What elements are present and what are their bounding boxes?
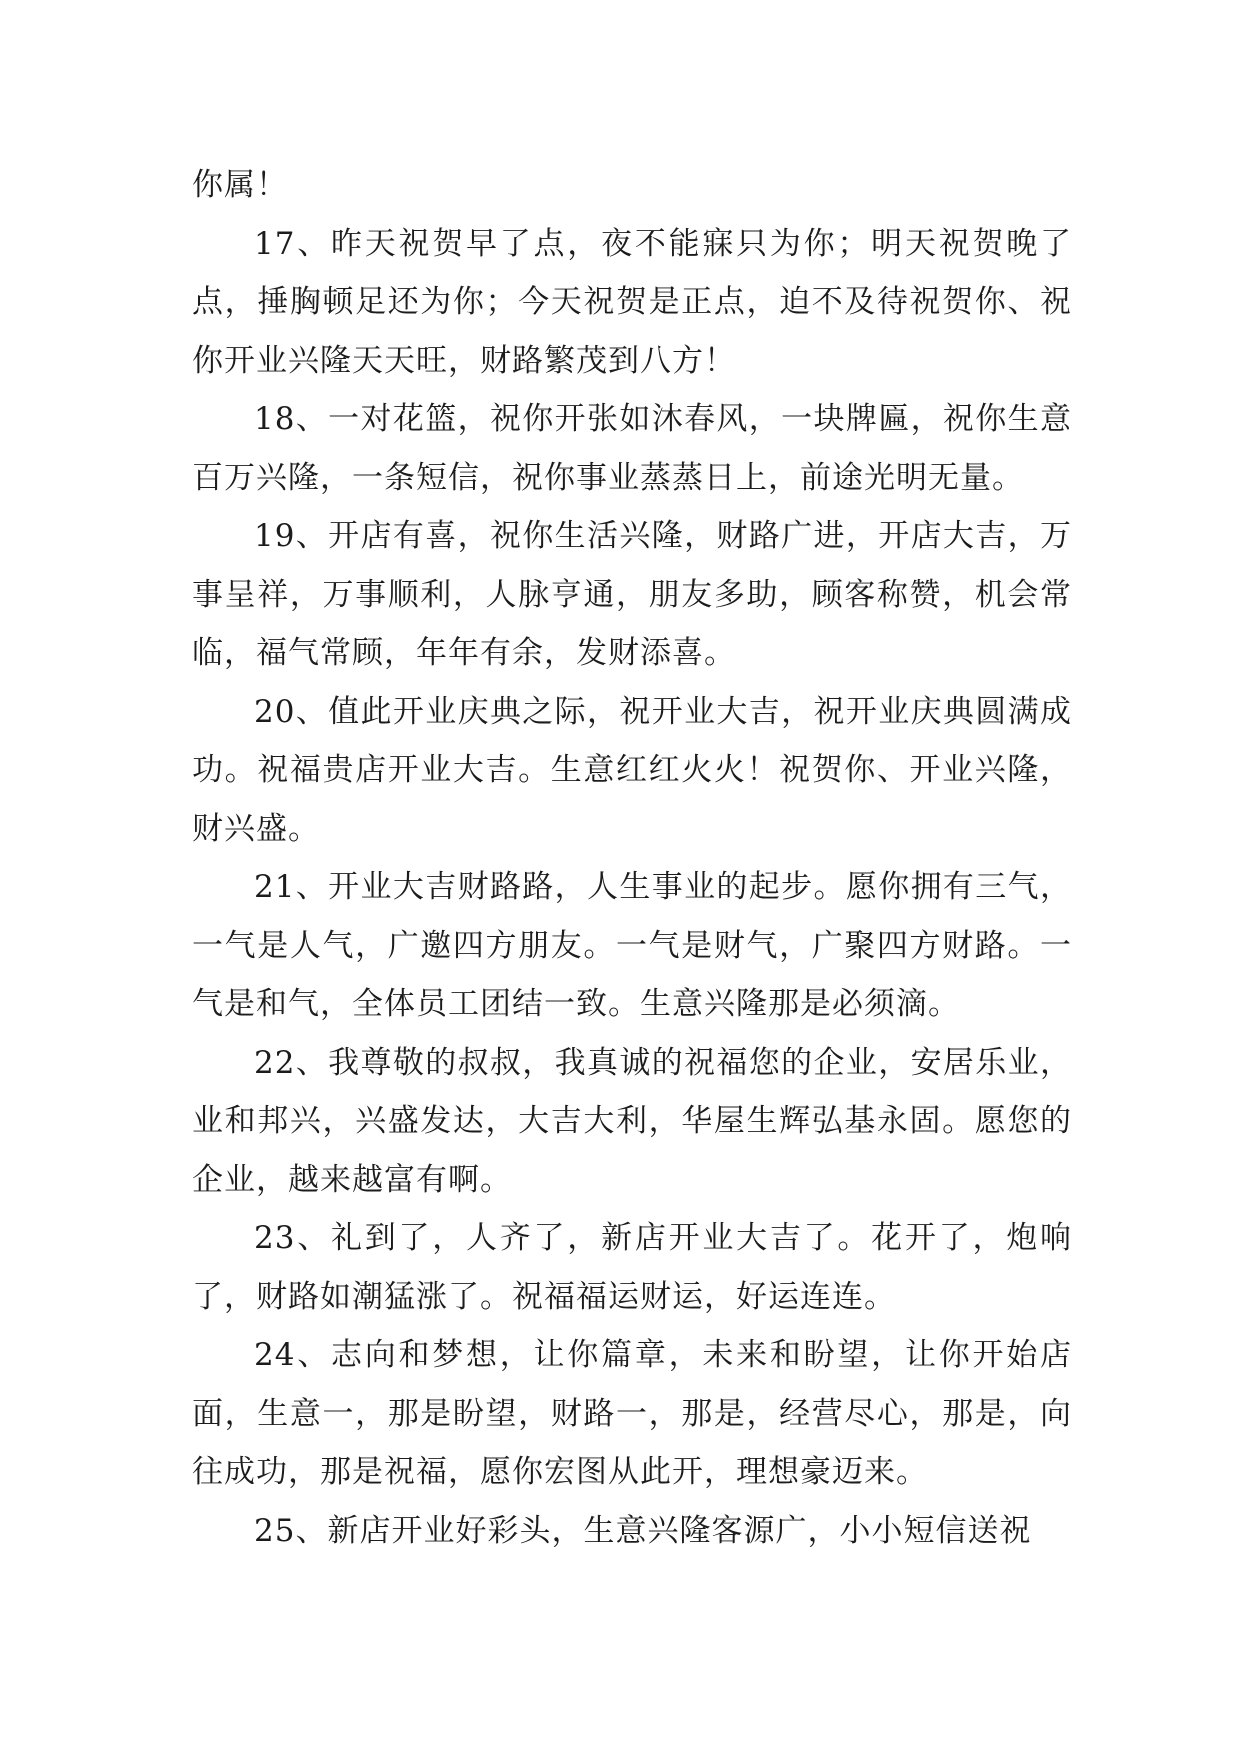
paragraph-20: 20、值此开业庆典之际，祝开业大吉，祝开业庆典圆满成功。祝福贵店开业大吉。生意红红火火！祝贺你、开业兴隆，财兴盛。 [192,693,1072,847]
document-body [192,156,1072,1560]
paragraph-21: 21、开业大吉财路路，人生事业的起步。愿你拥有三气，一气是人气，广邀四方朋友。一气是财气，广聚四方财路。一气是和气，全体员工团结一致。生意兴隆那是必须滴。 [192,869,1072,1022]
paragraph-23: 23、礼到了，人齐了，新店开业大吉了。花开了，炮响了，财路如潮猛涨了。祝福福运财运，好运连连。 [192,1220,1072,1315]
paragraph-22: 22、我尊敬的叔叔，我真诚的祝福您的企业，安居乐业，业和邦兴，兴盛发达，大吉大利，华屋生辉弘基永固。愿您的企业，越来越富有啊。 [192,1044,1072,1198]
paragraph-24: 24、志向和梦想，让你篇章，未来和盼望，让你开始店面，生意一，那是盼望，财路一，那是，经营尽心，那是，向往成功，那是祝福，愿你宏图从此开，理想豪迈来。 [192,1337,1072,1490]
paragraph-19: 19、开店有喜，祝你生活兴隆，财路广进，开店大吉，万事呈祥，万事顺利，人脉亨通，朋友多助，顾客称赞，机会常临，福气常顾，年年有余，发财添喜。 [192,518,1072,671]
paragraph-17: 17、昨天祝贺早了点，夜不能寐只为你；明天祝贺晚了点，捶胸顿足还为你；今天祝贺是正点，迫不及待祝贺你、祝你开业兴隆天天旺，财路繁茂到八方！ [192,225,1072,379]
paragraph-continuation: 你属！ [192,167,288,203]
paragraph-25: 25、新店开业好彩头，生意兴隆客源广，小小短信送祝 [254,1512,1032,1549]
paragraph-18: 18、一对花篮，祝你开张如沐春风，一块牌匾，祝你生意百万兴隆，一条短信，祝你事业蒸蒸日上，前途光明无量。 [192,401,1072,496]
